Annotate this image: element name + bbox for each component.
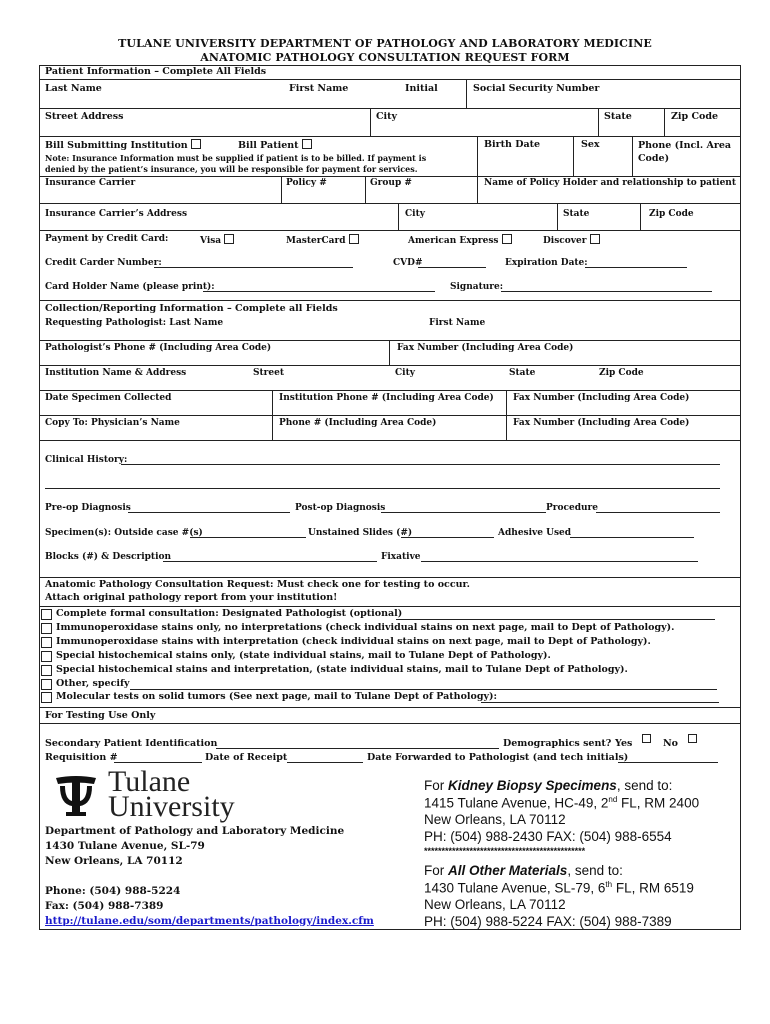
logo-word-university: University [108, 790, 235, 823]
cc-number-field[interactable] [154, 267, 353, 268]
secondary-id-field[interactable] [216, 748, 499, 749]
consult-option-2-label: Immunoperoxidase stains only, no interpretations (check individual stains on next page, mail to Dept of Pathology). [56, 622, 675, 633]
clinical-history-field-2[interactable] [45, 488, 720, 489]
form-title-line2: ANATOMIC PATHOLOGY CONSULTATION REQUEST FORM [200, 51, 570, 64]
blocks-label: Blocks (#) & Description [45, 552, 172, 562]
date-receipt-field[interactable] [287, 762, 363, 763]
preop-label: Pre-op Diagnosis [45, 503, 131, 513]
discover-checkbox[interactable] [590, 234, 600, 244]
form-title-line1: TULANE UNIVERSITY DEPARTMENT OF PATHOLOGY AND LABORATORY MEDICINE [118, 37, 652, 50]
expiration-field[interactable] [585, 267, 687, 268]
consult-option-5-label: Special histochemical stains and interpretation, (state individual stains, mail to Tulane Dept of Pathology). [56, 664, 628, 675]
institution-label: Institution Name & Address [45, 368, 187, 378]
visa-checkbox[interactable] [224, 234, 234, 244]
collection-section-title: Collection/Reporting Information – Complete all Fields [45, 303, 338, 314]
group-label: Group # [370, 178, 412, 188]
blocks-field[interactable] [163, 561, 377, 562]
amex-checkbox[interactable] [502, 234, 512, 244]
copy-phone-label: Phone # (Including Area Code) [279, 418, 437, 428]
demographics-yes-checkbox[interactable] [642, 734, 651, 743]
phone-label: Phone (Incl. Area Code) [638, 140, 732, 164]
consult-option-2-checkbox[interactable] [41, 623, 52, 634]
carrier-state-label: State [563, 209, 590, 219]
consult-option-5-checkbox[interactable] [41, 665, 52, 676]
expiration-label: Expiration Date: [505, 258, 588, 268]
institution-city-label: City [395, 368, 415, 378]
other-phone-fax: PH: (504) 988-5224 FAX: (504) 988-7389 [424, 914, 672, 929]
testing-section-title: For Testing Use Only [45, 710, 156, 721]
requisition-field[interactable] [114, 762, 202, 763]
date-receipt-label: Date of Receipt [205, 752, 288, 763]
consult-option-4-checkbox[interactable] [41, 651, 52, 662]
pathologist-first-name-label: First Name [429, 318, 486, 328]
consult-option-3-checkbox[interactable] [41, 637, 52, 648]
first-name-label: First Name [289, 83, 349, 94]
pathologist-phone-label: Pathologist’s Phone # (Including Area Code) [45, 343, 272, 353]
preop-field[interactable] [128, 512, 290, 513]
amex-option[interactable]: American Express [408, 234, 512, 247]
specimens-label: Specimen(s): Outside case #(s) [45, 528, 203, 538]
dept-fax: Fax: (504) 988-7389 [45, 900, 164, 912]
last-name-label: Last Name [45, 83, 102, 94]
card-holder-field[interactable] [203, 291, 435, 292]
logo-word-tulane: Tulane [108, 765, 191, 798]
payment-cc-label: Payment by Credit Card: [45, 234, 169, 244]
carrier-address-label: Insurance Carrier’s Address [45, 209, 188, 219]
insurance-note-line2: denied by the patient’s insurance, you will be responsible for payment for services. [45, 164, 418, 174]
bill-patient-option[interactable]: Bill Patient [238, 139, 312, 152]
postop-field[interactable] [381, 512, 546, 513]
designated-pathologist-field[interactable] [396, 619, 715, 620]
adhesive-field[interactable] [570, 537, 694, 538]
kidney-heading: For Kidney Biopsy Specimens, send to: [424, 778, 673, 793]
date-collected-label: Date Specimen Collected [45, 393, 172, 403]
institution-phone-label: Institution Phone # (Including Area Code) [279, 393, 494, 403]
policy-label: Policy # [286, 178, 327, 188]
demographics-label: Demographics sent? [503, 738, 612, 749]
signature-label: Signature: [450, 282, 504, 292]
consult-option-6-checkbox[interactable] [41, 679, 52, 690]
demographics-no-checkbox[interactable] [688, 734, 697, 743]
mastercard-checkbox[interactable] [349, 234, 359, 244]
mastercard-option[interactable]: MasterCard [286, 234, 359, 247]
specimens-field[interactable] [190, 537, 306, 538]
fixative-label: Fixative [381, 552, 421, 562]
postop-label: Post-op Diagnosis [295, 503, 386, 513]
insurance-note-line1: Note: Insurance Information must be supplied if patient is to be billed. If payment is [45, 153, 427, 163]
signature-field[interactable] [501, 291, 712, 292]
kidney-city: New Orleans, LA 70112 [424, 812, 566, 827]
procedure-label: Procedure [546, 503, 599, 513]
clinical-history-label: Clinical History: [45, 455, 128, 465]
initial-label: Initial [405, 83, 438, 94]
consult-option-7-label: Molecular tests on solid tumors (See next page, mail to Tulane Dept of Pathology): [56, 691, 498, 702]
dept-website-link[interactable]: http://tulane.edu/som/departments/pathology/index.cfm [45, 915, 374, 927]
card-holder-label: Card Holder Name (please print): [45, 282, 215, 292]
cvd-field[interactable] [418, 267, 486, 268]
carrier-zip-label: Zip Code [649, 209, 694, 219]
pathologist-fax-label: Fax Number (Including Area Code) [397, 343, 574, 353]
consult-option-6-label: Other, specify [56, 678, 130, 689]
institution-fax-label: Fax Number (Including Area Code) [513, 393, 690, 403]
tulane-logo-icon [52, 774, 100, 818]
institution-street-label: Street [253, 368, 285, 378]
policy-holder-label: Name of Policy Holder and relationship to patient [484, 178, 736, 188]
visa-option[interactable]: Visa [200, 234, 234, 247]
separator-stars: ********************************************** [424, 846, 586, 856]
dept-name: Department of Pathology and Laboratory Medicine [45, 825, 345, 837]
consult-option-4-label: Special histochemical stains only, (state individual stains, mail to Tulane Dept of Pathology). [56, 650, 551, 661]
date-forwarded-field[interactable] [618, 762, 718, 763]
secondary-id-label: Secondary Patient Identification [45, 738, 218, 749]
cc-number-label: Credit Carder Number: [45, 258, 162, 268]
zip-label: Zip Code [671, 111, 719, 122]
dept-address-2: New Orleans, LA 70112 [45, 855, 183, 867]
requisition-label: Requisition # [45, 752, 118, 763]
bill-patient-checkbox[interactable] [302, 139, 312, 149]
molecular-tests-field[interactable] [481, 702, 719, 703]
consult-option-7-checkbox[interactable] [41, 692, 52, 703]
birth-date-label: Birth Date [484, 139, 541, 150]
kidney-phone-fax: PH: (504) 988-2430 FAX: (504) 988-6554 [424, 829, 672, 844]
bill-institution-option[interactable]: Bill Submitting Institution [45, 139, 201, 152]
adhesive-label: Adhesive Used [498, 528, 572, 538]
demographics-no-label: No [663, 738, 679, 749]
consult-option-1-checkbox[interactable] [41, 609, 52, 620]
institution-state-label: State [509, 368, 536, 378]
fixative-field[interactable] [421, 561, 698, 562]
date-forwarded-label: Date Forwarded to Pathologist (and tech initials) [367, 752, 629, 763]
consult-option-1-label: Complete formal consultation: Designated Pathologist (optional) [56, 608, 403, 619]
req-pathologist-label: Requesting Pathologist: Last Name [45, 318, 224, 328]
copy-to-label: Copy To: Physician’s Name [45, 418, 180, 428]
insurance-carrier-label: Insurance Carrier [45, 178, 136, 188]
carrier-city-label: City [405, 209, 425, 219]
demographics-yes-label: Yes [615, 738, 633, 749]
cvd-label: CVD# [393, 258, 423, 268]
dept-phone: Phone: (504) 988-5224 [45, 885, 181, 897]
other-city: New Orleans, LA 70112 [424, 897, 566, 912]
clinical-history-field[interactable] [121, 464, 720, 465]
institution-zip-label: Zip Code [599, 368, 644, 378]
consult-instruction-2: Attach original pathology report from your institution! [45, 592, 338, 603]
unstained-label: Unstained Slides (#) [308, 528, 413, 538]
kidney-address: 1415 Tulane Avenue, HC-49, 2nd FL, RM 2400 [424, 795, 700, 811]
sex-label: Sex [581, 139, 600, 150]
patient-section-title: Patient Information – Complete All Fields [45, 66, 267, 77]
unstained-field[interactable] [401, 537, 494, 538]
procedure-field[interactable] [596, 512, 720, 513]
consult-instruction-1: Anatomic Pathology Consultation Request: Must check one for testing to occur. [45, 579, 470, 590]
ssn-label: Social Security Number [473, 83, 600, 94]
consult-option-3-label: Immunoperoxidase stains with interpretation (check individual stains on next page, mail to Dept of Pathology). [56, 636, 651, 647]
copy-fax-label: Fax Number (Including Area Code) [513, 418, 690, 428]
other-specify-field[interactable] [130, 689, 717, 690]
city-label: City [376, 111, 398, 122]
other-address: 1430 Tulane Avenue, SL-79, 6th FL, RM 6519 [424, 880, 694, 896]
other-heading: For All Other Materials, send to: [424, 863, 623, 878]
bill-institution-checkbox[interactable] [191, 139, 201, 149]
state-label: State [604, 111, 632, 122]
dept-address-1: 1430 Tulane Avenue, SL-79 [45, 840, 205, 852]
discover-option[interactable]: Discover [543, 234, 600, 247]
street-address-label: Street Address [45, 111, 124, 122]
